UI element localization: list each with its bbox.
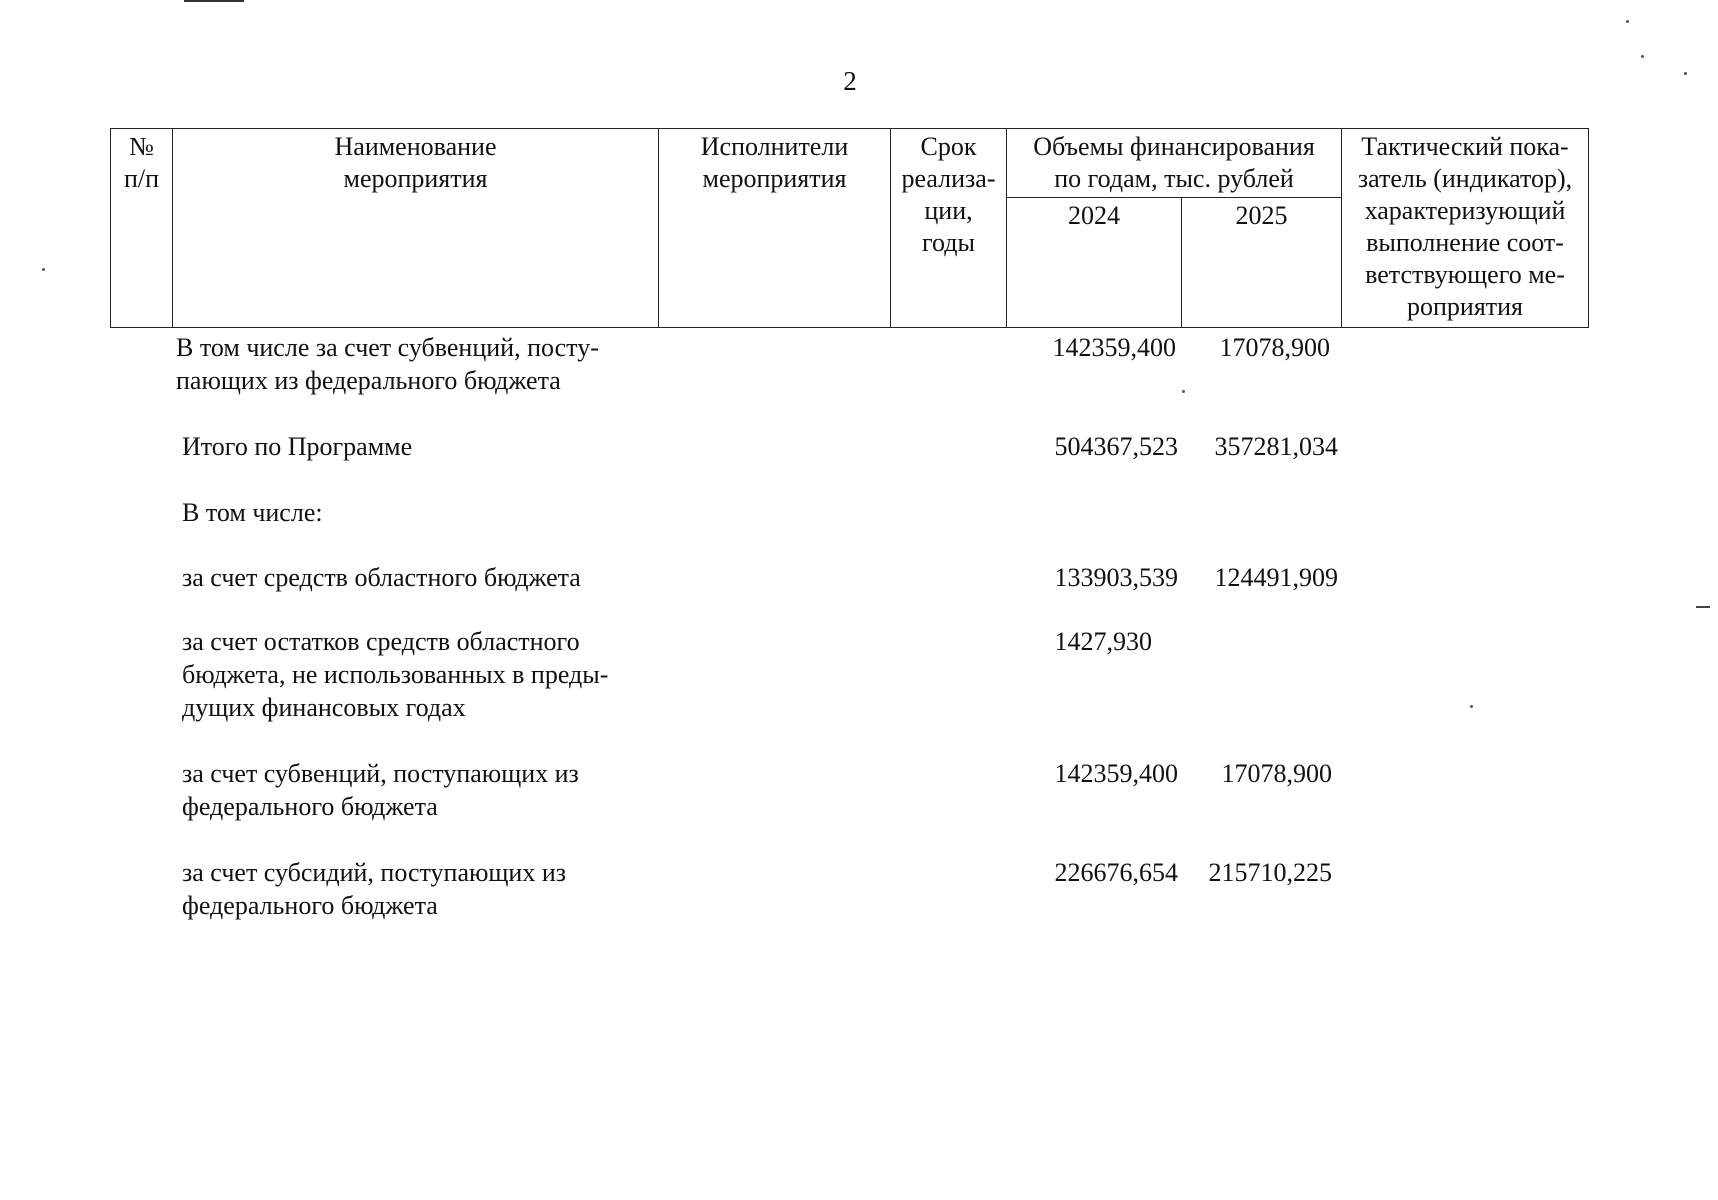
header-text: Срок bbox=[920, 132, 977, 161]
row-label-line: В том числе: bbox=[182, 498, 323, 527]
header-text: выполнение соот- bbox=[1366, 228, 1564, 257]
scan-speck bbox=[1641, 55, 1644, 58]
row-value-2025: 17078,900 bbox=[1221, 759, 1332, 788]
row-label bbox=[182, 856, 662, 922]
scan-speck bbox=[1470, 705, 1473, 708]
row-label bbox=[182, 561, 662, 594]
row-value-2025: 17078,900 bbox=[1219, 333, 1330, 362]
row-value-2024: 226676,654 bbox=[1054, 858, 1178, 887]
row-value-2024: 133903,539 bbox=[1054, 563, 1178, 592]
row-label bbox=[182, 625, 662, 724]
header-text: реализа- bbox=[901, 164, 996, 193]
row-label bbox=[182, 430, 662, 463]
scan-speck bbox=[1626, 20, 1629, 23]
row-value-2025: 215710,225 bbox=[1208, 858, 1332, 887]
header-text: годы bbox=[922, 228, 975, 257]
row-label-line: федерального бюджета bbox=[182, 891, 438, 920]
header-text: № bbox=[129, 132, 154, 161]
row-label-line: дущих финансовых годах bbox=[182, 693, 466, 722]
row-value-2024: 504367,523 bbox=[1054, 432, 1178, 461]
header-text: п/п bbox=[123, 164, 160, 193]
header-text: Наименование bbox=[334, 132, 497, 161]
header-text: ветствующего ме- bbox=[1365, 260, 1565, 289]
page-number: 2 bbox=[843, 66, 857, 96]
header-text: характеризующий bbox=[1364, 196, 1566, 225]
row-label-line: федерального бюджета bbox=[182, 792, 438, 821]
row-value-2025: 357281,034 bbox=[1214, 432, 1338, 461]
row-label-line: за счет субсидий, поступающих из bbox=[182, 858, 567, 887]
header-text: Исполнители bbox=[700, 132, 849, 161]
header-text: затель (индикатор), bbox=[1357, 164, 1573, 193]
scan-speck bbox=[1182, 390, 1185, 393]
header-text: по годам, тыс. рублей bbox=[1054, 164, 1294, 193]
header-text: ции, bbox=[924, 196, 973, 225]
header-text: роприятия bbox=[1406, 292, 1524, 321]
row-label bbox=[182, 757, 662, 823]
row-label bbox=[182, 496, 662, 529]
row-label-line: за счет субвенций, поступающих из bbox=[182, 759, 579, 788]
row-value-2025: 124491,909 bbox=[1214, 563, 1338, 592]
row-value-2024: 142359,400 bbox=[1054, 759, 1178, 788]
row-label-line: за счет остатков средств областного bbox=[182, 627, 580, 656]
row-value-2024: 142359,400 bbox=[1052, 333, 1176, 362]
scan-speck bbox=[1684, 72, 1687, 75]
header-cell-year-2025: 2025 bbox=[1182, 198, 1342, 328]
header-text: мероприятия bbox=[343, 164, 488, 193]
header-text: Тактический пока- bbox=[1361, 132, 1569, 161]
header-text: Объемы финансирования bbox=[1033, 132, 1315, 161]
row-label-line: В том числе за счет субвенций, посту- bbox=[176, 333, 599, 362]
scan-speck bbox=[42, 268, 45, 271]
scan-mark bbox=[1696, 606, 1710, 608]
header-cell-year-2024: 2024 bbox=[1007, 198, 1182, 328]
row-label-line: бюджета, не использованных в преды- bbox=[182, 660, 609, 689]
header-text: мероприятия bbox=[702, 164, 847, 193]
row-label-line: за счет средств областного бюджета bbox=[182, 563, 581, 592]
row-label bbox=[176, 331, 656, 397]
row-value-2024: 1427,930 bbox=[1054, 627, 1152, 656]
row-label-line: Итого по Программе bbox=[182, 432, 413, 461]
row-label-line: пающих из федерального бюджета bbox=[176, 366, 561, 395]
